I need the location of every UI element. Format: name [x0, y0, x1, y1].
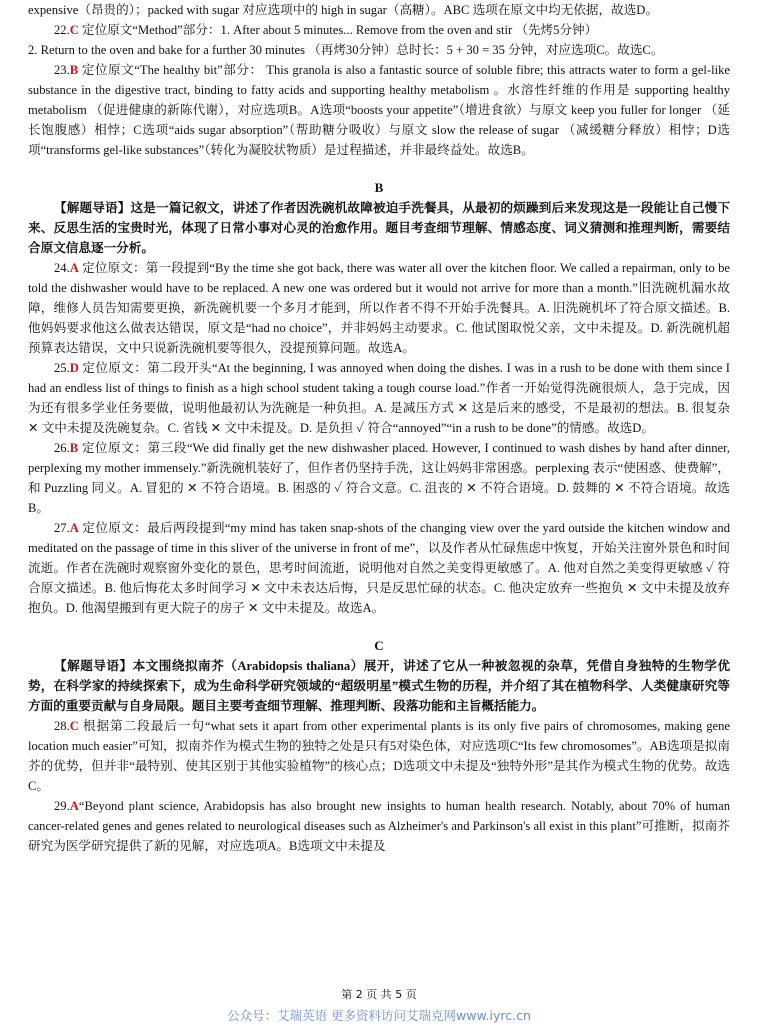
answer-explanations — [28, 0, 730, 856]
q23-answer: B — [69, 63, 79, 77]
q21-tail-paragraph: expensive（昂贵的）；packed with sugar 对应选项中的 high in sugar（高糖）。ABC 选项在原文中均无依据，故选D。 — [28, 3, 658, 17]
q25-answer: D — [69, 361, 79, 375]
spacer — [28, 160, 730, 178]
section-c-heading: C — [374, 638, 384, 653]
q25-text: 定位原文：第二段开头“At the beginning, I was annoyed when doing the dishes. I was in a rush to be done with them since I had an endless list of things to finish as a high school student taking a tough course load.”作者一开始觉得洗碗很烦人，急于完成，因为还有很多学业任务要做，说明他最初认为洗碗是一种负担。A. 是减压方式 ✕ 这是后来的感受，不是最初的想法。B. 很复杂 ✕ 文中未提及洗碗复杂。C. 省钱 ✕ 文中未提及。D. 是负担 ✓ 符合“annoyed”“in a rush to be done”的情感。故选D。 — [28, 361, 731, 435]
q24-number: 24. — [54, 261, 70, 275]
q24-explanation — [28, 258, 730, 358]
q23-text: 定位原文“The healthy bit”部分： This granola is also a fantastic source of soluble fibre; this attracts water to form a gel-like substance in the digestive tract, binding to fatty acids and supporting healthy metabolism 。水溶性纤维的作用是 supporting healthy metabolism （促进健康的新陈代谢），对应选项B。A选项“boosts your appetite”（增进食欲）与原文 keep you fuller for longer （延长饱腹感）相悖；C选项“aids sugar absorption”（帮助糖分吸收）与原文 slow the release of sugar （减缓糖分释放）相悖；D选项“transforms gel-like substances”（转化为凝胶状物质）是过程描述，并非最终益处。故选B。 — [28, 63, 730, 157]
q26-text: 定位原文：第三段“We did finally get the new dishwasher placed. However, I continued to wash dishes by hand after dinner, perplexing my mother immensely.”新洗碗机装好了，但作者仍坚持手洗，这让妈妈非常困惑。perplexing 表示“使困惑、使费解”，和 Puzzling 同义。A. 冒犯的 ✕ 不符合语境。B. 困惑的 ✓ 符合文意。C. 沮丧的 ✕ 不符合语境。D. 鼓舞的 ✕ 不符合语境。故选B。 — [28, 441, 730, 515]
q22-explanation — [28, 20, 730, 40]
section-b-guide: 【解题导语】这是一篇记叙文，讲述了作者因洗碗机故障被迫手洗餐具，从最初的烦躁到后来发现这是一段能让自己慢下来、反思生活的宝贵时光，体现了日常小事对心灵的治愈作用。题目考查细节理解、情感态度、词义猜测和推理判断，需要结合原文信息逐一分析。 — [28, 201, 730, 255]
q28-text: 根据第二段最后一句“what sets it apart from other experimental plants is its only five pairs of chromosomes, making gene location much easier”可知，拟南芥作为模式生物的独特之处是只有5对染色体，对应选项C“Its few chromosomes”。AB选项是拟南芥的优势，但并非“最特别、使其区别于其他实验植物”的核心点；D选项文中未提及“独特外形”是其作为模式生物的优势。故选C。 — [28, 719, 730, 793]
q27-number: 27. — [54, 521, 70, 535]
footer-watermark-note: 公众号：艾瑞英语 更多资料访问艾瑞克网www.iyrc.cn — [227, 1008, 531, 1023]
section-b-heading: B — [374, 180, 384, 195]
q22-text: 定位原文“Method”部分：1. After about 5 minutes... Remove from the oven and stir （先烤5分钟） — [78, 23, 598, 37]
q28-answer: C — [69, 719, 79, 733]
q26-explanation — [28, 438, 730, 518]
q26-answer: B — [69, 441, 79, 455]
q22-answer: C — [69, 23, 79, 37]
q22-continuation: 2. Return to the oven and bake for a further 30 minutes （再烤30分钟）总时长：5 + 30 = 35 分钟，对应选项C。故选C。 — [28, 43, 664, 57]
q27-answer: A — [69, 521, 79, 535]
q23-explanation — [28, 60, 730, 160]
q28-explanation — [28, 716, 730, 796]
q23-number: 23. — [54, 63, 70, 77]
q25-number: 25. — [54, 361, 70, 375]
q29-explanation — [28, 796, 730, 856]
q29-answer: A — [69, 799, 79, 813]
q27-text: 定位原文：最后两段提到“my mind has taken snap-shots of the changing view over the yard outside the kitchen window and meditated on the passage of time in this sliver of the universe in front of me”，以及作者从忙碌焦虑中恢复，开始关注窗外景色和时间流逝。作者在洗碗时观察窗外变化的景色，思考时间流逝，说明他对自然之美变得更敏感了。A. 他对自然之美变得更敏感 ✓ 符合原文描述。B. 他后悔花太多时间学习 ✕ 文中未表达后悔，只是反思忙碌的状态。C. 他决定放弃一些抱负 ✕ 文中未提及放弃抱负。D. 他渴望搬到有更大院子的房子 ✕ 文中未提及。故选A。 — [28, 521, 730, 615]
q22-number: 22. — [54, 23, 70, 37]
q24-answer: A — [69, 261, 79, 275]
q28-number: 28. — [54, 719, 70, 733]
q27-explanation — [28, 518, 730, 618]
q29-number: 29. — [54, 799, 70, 813]
q29-text: “Beyond plant science, Arabidopsis has also brought new insights to human health research. Notably, about 70% of human cancer-related genes and genes related to neurological diseases such as Alzheimer's and Parkinson's all exist in this plant”可推断，拟南芥研究为医学研究提供了新的见解，对应选项A。B选项文中未提及 — [28, 799, 730, 853]
q25-explanation — [28, 358, 730, 438]
q24-text: 定位原文：第一段提到“By the time she got back, there was water all over the kitchen floor. We called a repairman, only to be told the dishwasher would have to be replaced. A new one was ordered but it would not arrive for more than a month.”旧洗碗机漏水故障，维修人员告知需要更换，新洗碗机要一个多月才能到，所以作者不得不开始手洗餐具。A. 旧洗碗机坏了符合原文描述。B. 他妈妈要求他这么做表达错误，原文是“had no choice”，并非妈妈主动要求。C. 他试图取悦父亲，文中未提及。D. 新洗碗机超预算表达错误，文中只说新洗碗机要等很久，没提预算问题。故选A。 — [28, 261, 730, 355]
spacer — [28, 618, 730, 636]
q26-number: 26. — [54, 441, 70, 455]
page-number: 第 2 页 共 5 页 — [341, 988, 417, 1001]
section-c-guide: 【解题导语】本文围绕拟南芥（Arabidopsis thaliana）展开，讲述了它从一种被忽视的杂草，凭借自身独特的生物学优势，在科学家的持续探索下，成为生命科学研究领域的“超级明星”模式生物的历程，并介绍了其在植物科学、人类健康研究等方面的重要贡献与自身局限。题目主要考查细节理解、推理判断、段落功能和主旨概括能力。 — [28, 659, 730, 713]
